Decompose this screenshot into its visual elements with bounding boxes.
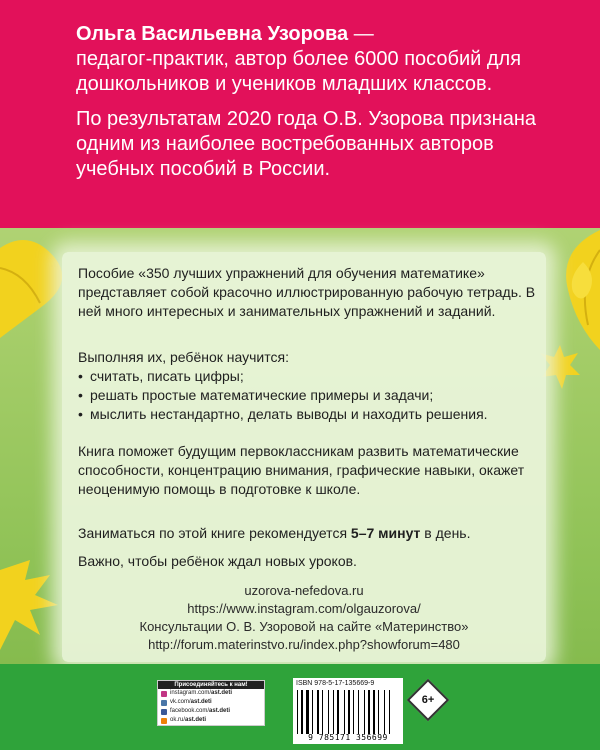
social-links-box	[157, 680, 265, 726]
practice-pre: Заниматься по этой книге рекомендуется	[78, 525, 351, 541]
maple-leaf-left-icon	[0, 560, 60, 650]
barcode-bar	[358, 690, 359, 734]
barcode-bar	[344, 690, 345, 734]
social-vk-pre: vk.com/	[170, 699, 191, 705]
intro-paragraph	[78, 264, 538, 321]
consultation-text: Консультации О. В. Узоровой на сайте «Материнство»	[139, 619, 469, 634]
barcode-bar	[314, 690, 316, 734]
barcode-bar	[306, 690, 309, 734]
barcode-bar	[337, 690, 339, 734]
skills-list	[78, 367, 538, 424]
barcode-bar	[310, 690, 311, 734]
social-ok-handle: ast.deti	[185, 717, 207, 723]
author-description: педагог-практик, автор более 6000 пособий для дошкольников и учеников младших классов.	[76, 48, 522, 95]
barcode-bar	[351, 690, 352, 734]
author-award: По результатам 2020 года О.В. Узорова признана одним из наиболее востребованных авторов учебных пособий в России.	[76, 108, 536, 180]
barcode-bar	[333, 690, 334, 734]
barcode-bar	[376, 690, 377, 734]
barcode-bar	[386, 690, 388, 734]
barcode-bar	[322, 690, 323, 734]
forum-link[interactable]: http://forum.materinstvo.ru/index.php?showforum=480	[148, 637, 460, 652]
important-text: Важно, чтобы ребёнок ждал новых уроков.	[78, 553, 357, 569]
barcode-bar	[348, 690, 350, 734]
intro-text: Пособие «350 лучших упражнений для обучения математике» представляет собой красочно иллюстрированную рабочую тетрадь. В ней много интересных и занимательных упражнений и заданий.	[78, 265, 536, 319]
social-instagram[interactable]	[158, 689, 264, 698]
practice-text	[78, 524, 538, 543]
barcode-bar	[320, 690, 321, 734]
website-link[interactable]: uzorova-nefedova.ru	[244, 583, 364, 598]
ok-icon	[161, 718, 167, 724]
important-paragraph	[78, 552, 538, 571]
barcode-bar	[391, 690, 392, 734]
barcode	[297, 690, 399, 734]
instagram-link[interactable]: https://www.instagram.com/olgauzorova/	[187, 601, 421, 616]
isbn-label: ISBN 978-5-17-135669-9	[296, 680, 375, 687]
social-vk[interactable]	[158, 698, 264, 707]
social-facebook-handle: ast.deti	[209, 708, 231, 714]
social-vk-handle: ast.deti	[190, 699, 212, 705]
barcode-bar	[301, 690, 303, 734]
social-facebook-pre: facebook.com/	[170, 708, 210, 714]
author-info	[76, 22, 576, 97]
barcode-bar	[364, 690, 365, 734]
practice-post: в день.	[420, 525, 471, 541]
skill-item: • мыслить нестандартно, делать выводы и находить решения.	[78, 405, 538, 424]
barcode-bar	[299, 690, 300, 734]
barcode-bar	[304, 690, 305, 734]
barcode-bar	[335, 690, 336, 734]
barcode-number: 9 785171 356699	[308, 733, 388, 742]
author-dash: —	[348, 23, 374, 45]
barcode-bar	[366, 690, 367, 734]
barcode-bar	[317, 690, 319, 734]
barcode-bar	[328, 690, 329, 734]
barcode-bar	[378, 690, 379, 734]
skill-item: • решать простые математические примеры и задачи;	[78, 386, 538, 405]
barcode-bar	[346, 690, 347, 734]
social-instagram-handle: ast.deti	[211, 690, 233, 696]
social-ok-pre: ok.ru/	[170, 717, 186, 723]
barcode-bar	[324, 690, 327, 734]
barcode-bar	[368, 690, 370, 734]
social-facebook[interactable]	[158, 707, 264, 716]
barcode-bar	[384, 690, 385, 734]
practice-paragraph	[78, 524, 538, 543]
barcode-bar	[355, 690, 357, 734]
description-panel	[62, 252, 546, 662]
instagram-icon	[161, 691, 167, 697]
author-name: Ольга Васильевна Узорова	[76, 23, 349, 45]
barcode-bar	[360, 690, 363, 734]
isbn-block	[293, 678, 403, 744]
benefit-paragraph	[78, 442, 538, 499]
contact-links	[62, 582, 546, 654]
practice-duration: 5–7 минут	[350, 525, 421, 541]
skills-section	[78, 348, 538, 424]
facebook-icon	[161, 709, 167, 715]
small-leaf-right-icon	[568, 262, 598, 302]
barcode-bar	[340, 690, 343, 734]
author-banner	[0, 0, 600, 228]
social-header: Присоединяйтесь к нам!	[158, 681, 264, 689]
barcode-bar	[373, 690, 375, 734]
barcode-bar	[371, 690, 372, 734]
age-rating-text: 6+	[421, 694, 435, 706]
skills-lead: Выполняя их, ребёнок научится:	[78, 349, 289, 365]
vk-icon	[161, 700, 167, 706]
barcode-bar	[297, 690, 298, 734]
benefit-text: Книга поможет будущим первоклассникам развить математические способности, концентрацию внимания, графические навыки, окажет неоценимую помощь в подготовке к школе.	[78, 443, 525, 497]
barcode-bar	[389, 690, 390, 734]
barcode-bar	[353, 690, 354, 734]
social-instagram-pre: instagram.com/	[170, 690, 212, 696]
barcode-bar	[330, 690, 332, 734]
barcode-bar	[380, 690, 383, 734]
age-rating-badge	[409, 681, 447, 719]
barcode-bar	[312, 690, 313, 734]
maple-leaf-right-icon	[540, 345, 580, 389]
social-ok[interactable]	[158, 716, 264, 725]
skill-item: • считать, писать цифры;	[78, 367, 538, 386]
